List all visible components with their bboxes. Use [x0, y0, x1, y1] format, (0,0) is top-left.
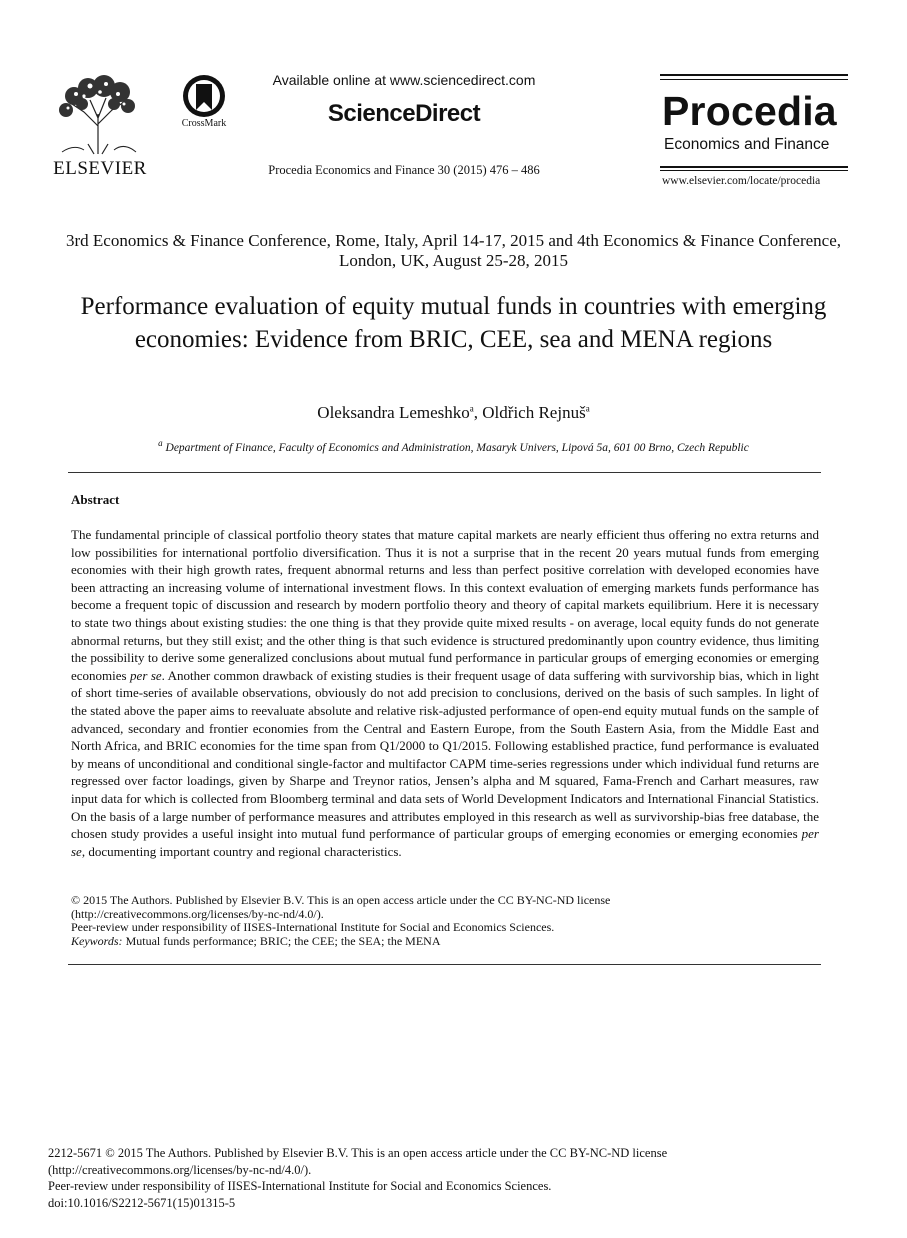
author-list	[60, 403, 847, 423]
keywords-line	[71, 935, 819, 949]
procedia-subtitle: Economics and Finance	[664, 136, 830, 153]
footer-peer-review: Peer-review under responsibility of IISES-International Institute for Social and Economics Sciences.	[48, 1179, 552, 1194]
conference-line: 3rd Economics & Finance Conference, Rome, Italy, April 14-17, 2015 and 4th Economics & Finance Conference, London, UK, August 25-28, 2015	[65, 231, 842, 270]
affiliation-text: Department of Finance, Faculty of Economics and Administration, Masaryk Univers, Lipová 5a, 601 00 Brno, Czech Republic	[162, 442, 749, 454]
abstract-text: , documenting important country and regional characteristics.	[81, 843, 402, 859]
procedia-top-rule-thin	[660, 79, 848, 80]
procedia-bottom-rule-thin	[660, 170, 848, 171]
abstract-body	[71, 526, 819, 860]
elsevier-logo	[50, 72, 150, 182]
abstract-italic: per se	[71, 826, 819, 859]
affiliation-mark: a	[158, 438, 163, 449]
abstract-text: The fundamental principle of classical portfolio theory states that mature capital markets are nearly efficient thus offering no extra returns and low possibilities for international portfolio diversification. Thus it is not a surprise that in the recent 20 years mutual funds from emerging economies with their high growth rates, frequent abnormal returns and less than perfect positive correlation with developed economies have been attracting an increasing volume of international investment flows. In this context evaluation of emerging markets funds performance has become a frequent topic of discussion and research by modern portfolio theory and theory of capital markets equilibrium. Here it is necessary to state two things about existing studies: the one thing is that they provide quite mixed results - on average, local equity funds do not generate abnormal returns, but they still exist; and the other thing is that such evidence is structured predominantly upon country evidence, thus limiting the possibility to derive some generalized conclusions about mutual fund performance in particular groups of emerging economies or emerging economies	[71, 527, 819, 683]
affiliation	[60, 438, 847, 454]
abstract-text: . Another common drawback of existing studies is their frequent usage of data suffering with survivorship bias, which in light of short time-series of available observations, obviously do not add precision to conclusions, derived on the basis of such samples. In light of the stated above the paper aims to reevaluate absolute and relative risk-adjusted performance of open-end equity mutual funds on the sample of advanced, secondary and frontier economies from the Central and Eastern Europe, from the South Eastern Asia, from the Middle East and North Africa, and BRIC economies for the time span from Q1/2000 to Q1/2015. Following established practice, fund performance is evaluated by means of unconditional and conditional single-factor and multifactor CAPM time-series regressions under which individual fund returns are regressed over factor loadings, given by Sharpe and Treynor ratios, Jensen’s alpha and M squared, Fama-French and Carhart measures, raw input data for which is collected from Bloomberg terminal and data sets of World Development Indicators and International Financial Statistics. On the basis of a large number of performance measures and attributes employed in this research as well as survivorship-bias free database, the chosen study provides a useful insight into mutual fund performance of particular groups of emerging economies or emerging economies	[71, 667, 819, 842]
crossmark-icon	[182, 74, 226, 118]
rule-top	[68, 472, 821, 473]
author-affil-mark: a	[469, 403, 474, 414]
author-affil-mark: a	[585, 403, 590, 414]
license-block	[71, 894, 819, 948]
author-name: Oldřich Rejnuš	[482, 403, 586, 422]
footer-doi[interactable]: doi:10.1016/S2212-5671(15)01315-5	[48, 1195, 236, 1210]
peer-review-line: Peer-review under responsibility of IISES-International Institute for Social and Economics Sciences.	[71, 920, 555, 934]
footer-issn-line: 2212-5671 © 2015 The Authors. Published by Elsevier B.V. This is an open access article under the CC BY-NC-ND license	[48, 1146, 668, 1160]
elsevier-tree-icon	[54, 74, 142, 156]
procedia-logo	[660, 74, 850, 194]
page-footer	[48, 1145, 868, 1211]
journal-citation: Procedia Economics and Finance 30 (2015) 476 – 486	[268, 163, 540, 177]
author-name: Oleksandra Lemeshko	[317, 403, 470, 422]
paper-title: Performance evaluation of equity mutual funds in countries with emerging economies: Evidence from BRIC, CEE, sea and MENA regions	[80, 293, 827, 353]
procedia-top-rule	[660, 74, 848, 76]
procedia-bottom-rule	[660, 166, 848, 168]
procedia-url[interactable]: www.elsevier.com/locate/procedia	[662, 175, 821, 187]
abstract-heading: Abstract	[71, 492, 120, 507]
author-separator: ,	[473, 403, 483, 422]
copyright-line: © 2015 The Authors. Published by Elsevier B.V. This is an open access article under the CC BY-NC-ND license	[71, 893, 611, 907]
publisher-name: ELSEVIER	[53, 158, 147, 179]
footer-license-link[interactable]: (http://creativecommons.org/licenses/by-nc-nd/4.0/).	[48, 1162, 312, 1177]
abstract-italic: per se	[130, 667, 162, 683]
crossmark-badge[interactable]	[176, 74, 232, 134]
crossmark-label: CrossMark	[181, 118, 227, 129]
license-link[interactable]: (http://creativecommons.org/licenses/by-nc-nd/4.0/).	[71, 906, 324, 921]
procedia-title: Procedia	[662, 88, 837, 134]
sciencedirect-logo: ScienceDirect	[327, 100, 481, 127]
rule-bottom	[68, 964, 821, 965]
keywords-text: Mutual funds performance; BRIC; the CEE; the SEA; the MENA	[122, 933, 441, 948]
available-online-text[interactable]: Available online at www.sciencedirect.com	[272, 72, 536, 88]
keywords-label: Keywords:	[71, 933, 123, 948]
